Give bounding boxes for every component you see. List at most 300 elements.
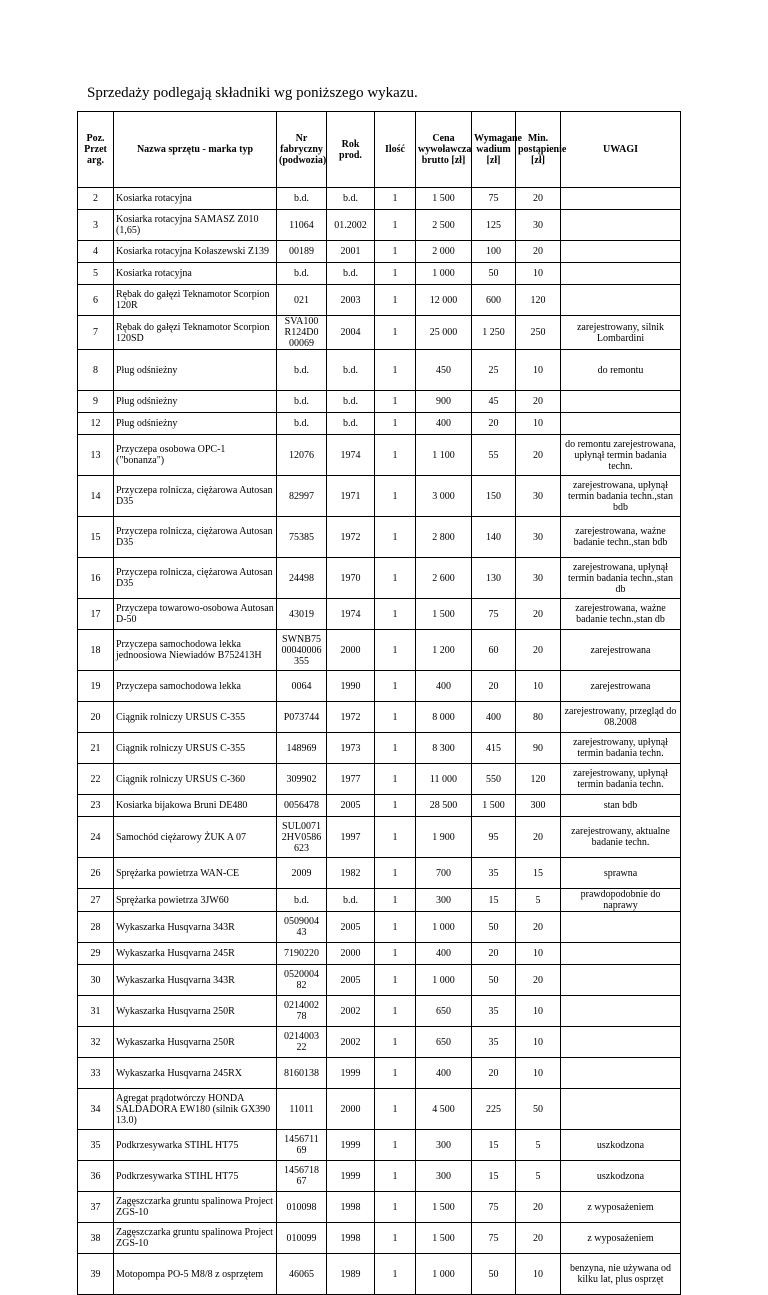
cell-cena: 2 600 [416, 558, 472, 599]
table-row [78, 702, 681, 733]
cell-name: Rębak do gałęzi Teknamotor Scorpion 120SD [114, 316, 277, 350]
cell-uwagi [561, 413, 681, 435]
cell-wadium: 75 [472, 1223, 516, 1254]
cell-ilosc: 1 [375, 965, 416, 996]
cell-rok: 1973 [327, 733, 375, 764]
cell-name: Przyczepa samochodowa lekka jednoosiowa Niewiadów B752413H [114, 630, 277, 671]
cell-poz: 36 [78, 1161, 114, 1192]
cell-cena: 1 500 [416, 1223, 472, 1254]
cell-ilosc: 1 [375, 413, 416, 435]
cell-min: 10 [516, 943, 561, 965]
cell-wadium: 25 [472, 350, 516, 391]
cell-name: Kosiarka rotacyjna Kołaszewski Z139 [114, 241, 277, 263]
cell-poz: 33 [78, 1058, 114, 1089]
table-row [78, 671, 681, 702]
cell-name: Motopompa PO-5 M8/8 z osprzętem [114, 1254, 277, 1295]
cell-rok: 1999 [327, 1058, 375, 1089]
cell-nr: 12076 [277, 435, 327, 476]
table-row [78, 517, 681, 558]
cell-wadium: 225 [472, 1089, 516, 1130]
cell-rok: 1974 [327, 435, 375, 476]
column-header: UWAGI [561, 112, 681, 188]
cell-uwagi: uszkodzona [561, 1130, 681, 1161]
page-heading: Sprzedaży podlegają składniki wg poniższego wykazu. [87, 85, 418, 101]
table-row [78, 241, 681, 263]
table-header-row [78, 112, 681, 188]
cell-wadium: 60 [472, 630, 516, 671]
cell-wadium: 150 [472, 476, 516, 517]
cell-min: 10 [516, 1058, 561, 1089]
cell-wadium: 75 [472, 188, 516, 210]
cell-name: Przyczepa rolnicza, ciężarowa Autosan D35 [114, 558, 277, 599]
column-header: Cena wywoławcza brutto [zł] [416, 112, 472, 188]
column-header: Poz. Przet arg. [78, 112, 114, 188]
cell-wadium: 100 [472, 241, 516, 263]
cell-nr: b.d. [277, 391, 327, 413]
cell-name: Wykaszarka Husqvarna 343R [114, 912, 277, 943]
cell-wadium: 15 [472, 889, 516, 912]
cell-name: Kosiarka rotacyjna [114, 188, 277, 210]
table-row [78, 943, 681, 965]
cell-uwagi [561, 210, 681, 241]
cell-cena: 1 500 [416, 188, 472, 210]
table-row [78, 413, 681, 435]
cell-uwagi: prawdopodobnie do naprawy [561, 889, 681, 912]
cell-min: 20 [516, 188, 561, 210]
cell-min: 10 [516, 671, 561, 702]
cell-poz: 8 [78, 350, 114, 391]
cell-ilosc: 1 [375, 630, 416, 671]
cell-name: Kosiarka rotacyjna SAMASZ Z010 (1,65) [114, 210, 277, 241]
cell-name: Wykaszarka Husqvarna 245R [114, 943, 277, 965]
cell-nr: b.d. [277, 263, 327, 285]
cell-cena: 1 200 [416, 630, 472, 671]
table-row [78, 630, 681, 671]
cell-poz: 4 [78, 241, 114, 263]
cell-ilosc: 1 [375, 435, 416, 476]
cell-nr: 148969 [277, 733, 327, 764]
table-row [78, 285, 681, 316]
cell-uwagi [561, 1089, 681, 1130]
cell-uwagi: zarejestrowany, silnik Lombardini [561, 316, 681, 350]
cell-cena: 650 [416, 1027, 472, 1058]
cell-name: Przyczepa rolnicza, ciężarowa Autosan D35 [114, 476, 277, 517]
cell-poz: 12 [78, 413, 114, 435]
cell-rok: 2000 [327, 943, 375, 965]
cell-nr: P073744 [277, 702, 327, 733]
table-row [78, 1058, 681, 1089]
cell-ilosc: 1 [375, 1254, 416, 1295]
cell-poz: 23 [78, 795, 114, 817]
cell-wadium: 550 [472, 764, 516, 795]
cell-wadium: 75 [472, 1192, 516, 1223]
cell-ilosc: 1 [375, 1161, 416, 1192]
cell-rok: 2002 [327, 1027, 375, 1058]
cell-name: Wykaszarka Husqvarna 343R [114, 965, 277, 996]
cell-nr: 1456718 67 [277, 1161, 327, 1192]
cell-nr: 24498 [277, 558, 327, 599]
cell-cena: 1 000 [416, 912, 472, 943]
cell-name: Podkrzesywarka STIHL HT75 [114, 1130, 277, 1161]
cell-nr: 75385 [277, 517, 327, 558]
cell-uwagi: uszkodzona [561, 1161, 681, 1192]
cell-min: 120 [516, 285, 561, 316]
table-row [78, 316, 681, 350]
cell-name: Przyczepa rolnicza, ciężarowa Autosan D35 [114, 517, 277, 558]
cell-rok: b.d. [327, 350, 375, 391]
cell-nr: 11011 [277, 1089, 327, 1130]
cell-wadium: 95 [472, 817, 516, 858]
cell-poz: 2 [78, 188, 114, 210]
cell-uwagi: do remontu [561, 350, 681, 391]
cell-poz: 18 [78, 630, 114, 671]
table-row [78, 733, 681, 764]
cell-uwagi: zarejestrowana [561, 671, 681, 702]
cell-uwagi [561, 241, 681, 263]
cell-min: 5 [516, 1161, 561, 1192]
cell-name: Rębak do gałęzi Teknamotor Scorpion 120R [114, 285, 277, 316]
table-row [78, 435, 681, 476]
cell-ilosc: 1 [375, 889, 416, 912]
cell-wadium: 20 [472, 413, 516, 435]
cell-poz: 24 [78, 817, 114, 858]
cell-min: 10 [516, 996, 561, 1027]
cell-min: 20 [516, 391, 561, 413]
cell-rok: 1972 [327, 702, 375, 733]
cell-name: Ciągnik rolniczy URSUS C-360 [114, 764, 277, 795]
cell-uwagi: zarejestrowany, upłynął termin badania techn. [561, 733, 681, 764]
cell-name: Zagęszczarka gruntu spalinowa Project ZGS-10 [114, 1223, 277, 1254]
cell-nr: 010099 [277, 1223, 327, 1254]
cell-nr: b.d. [277, 413, 327, 435]
cell-min: 10 [516, 350, 561, 391]
cell-poz: 28 [78, 912, 114, 943]
cell-name: Sprężarka powietrza 3JW60 [114, 889, 277, 912]
cell-min: 30 [516, 558, 561, 599]
cell-cena: 8 000 [416, 702, 472, 733]
cell-poz: 31 [78, 996, 114, 1027]
cell-nr: 0056478 [277, 795, 327, 817]
cell-ilosc: 1 [375, 476, 416, 517]
cell-rok: 2002 [327, 996, 375, 1027]
cell-rok: 1970 [327, 558, 375, 599]
cell-min: 20 [516, 912, 561, 943]
cell-cena: 1 900 [416, 817, 472, 858]
cell-cena: 300 [416, 1161, 472, 1192]
cell-uwagi [561, 1058, 681, 1089]
cell-min: 30 [516, 210, 561, 241]
cell-cena: 1 500 [416, 599, 472, 630]
cell-name: Przyczepa towarowo-osobowa Autosan D-50 [114, 599, 277, 630]
cell-rok: 1999 [327, 1130, 375, 1161]
cell-wadium: 415 [472, 733, 516, 764]
cell-wadium: 35 [472, 1027, 516, 1058]
cell-wadium: 15 [472, 1130, 516, 1161]
cell-min: 15 [516, 858, 561, 889]
cell-cena: 8 300 [416, 733, 472, 764]
cell-ilosc: 1 [375, 241, 416, 263]
cell-min: 10 [516, 1254, 561, 1295]
cell-uwagi: z wyposażeniem [561, 1223, 681, 1254]
cell-wadium: 15 [472, 1161, 516, 1192]
table-row [78, 599, 681, 630]
cell-uwagi: zarejestrowana [561, 630, 681, 671]
cell-uwagi [561, 943, 681, 965]
cell-ilosc: 1 [375, 1089, 416, 1130]
cell-uwagi: sprawna [561, 858, 681, 889]
cell-wadium: 20 [472, 943, 516, 965]
cell-wadium: 50 [472, 965, 516, 996]
cell-uwagi [561, 1027, 681, 1058]
cell-name: Ciągnik rolniczy URSUS C-355 [114, 733, 277, 764]
cell-uwagi: zarejestrowana, ważne badanie techn.,stan bdb [561, 517, 681, 558]
cell-cena: 400 [416, 671, 472, 702]
cell-nr: 309902 [277, 764, 327, 795]
cell-name: Wykaszarka Husqvarna 250R [114, 1027, 277, 1058]
cell-cena: 300 [416, 889, 472, 912]
cell-min: 30 [516, 517, 561, 558]
cell-nr: 1456711 69 [277, 1130, 327, 1161]
cell-nr: 0064 [277, 671, 327, 702]
cell-min: 120 [516, 764, 561, 795]
table-row [78, 996, 681, 1027]
table-row [78, 1161, 681, 1192]
table-row [78, 350, 681, 391]
cell-ilosc: 1 [375, 391, 416, 413]
cell-wadium: 75 [472, 599, 516, 630]
cell-uwagi: zarejestrowany, aktualne badanie techn. [561, 817, 681, 858]
cell-nr: 46065 [277, 1254, 327, 1295]
cell-min: 20 [516, 599, 561, 630]
table-row [78, 889, 681, 912]
cell-rok: 2005 [327, 965, 375, 996]
cell-poz: 21 [78, 733, 114, 764]
cell-rok: 1990 [327, 671, 375, 702]
cell-min: 90 [516, 733, 561, 764]
cell-uwagi: zarejestrowana, upłynął termin badania techn.,stan bdb [561, 476, 681, 517]
cell-name: Samochód ciężarowy ŻUK A 07 [114, 817, 277, 858]
cell-ilosc: 1 [375, 263, 416, 285]
cell-rok: 1982 [327, 858, 375, 889]
cell-uwagi [561, 996, 681, 1027]
cell-wadium: 50 [472, 1254, 516, 1295]
table-row [78, 1223, 681, 1254]
cell-uwagi [561, 965, 681, 996]
cell-name: Sprężarka powietrza WAN-CE [114, 858, 277, 889]
table-row [78, 1130, 681, 1161]
cell-poz: 22 [78, 764, 114, 795]
table-row [78, 817, 681, 858]
cell-rok: 2001 [327, 241, 375, 263]
cell-nr: 010098 [277, 1192, 327, 1223]
table-row [78, 764, 681, 795]
cell-ilosc: 1 [375, 943, 416, 965]
cell-min: 10 [516, 1027, 561, 1058]
cell-uwagi: z wyposażeniem [561, 1192, 681, 1223]
cell-poz: 20 [78, 702, 114, 733]
cell-nr: 0520004 82 [277, 965, 327, 996]
cell-poz: 6 [78, 285, 114, 316]
cell-nr: 021 [277, 285, 327, 316]
cell-ilosc: 1 [375, 912, 416, 943]
cell-nr: 8160138 [277, 1058, 327, 1089]
cell-uwagi [561, 263, 681, 285]
cell-wadium: 55 [472, 435, 516, 476]
cell-wadium: 50 [472, 912, 516, 943]
cell-name: Pług odśnieżny [114, 350, 277, 391]
cell-ilosc: 1 [375, 1058, 416, 1089]
cell-cena: 400 [416, 1058, 472, 1089]
cell-wadium: 140 [472, 517, 516, 558]
cell-min: 5 [516, 1130, 561, 1161]
cell-wadium: 20 [472, 671, 516, 702]
cell-uwagi [561, 912, 681, 943]
cell-nr: 2009 [277, 858, 327, 889]
cell-nr: b.d. [277, 889, 327, 912]
cell-nr: 00189 [277, 241, 327, 263]
cell-nr: 0214002 78 [277, 996, 327, 1027]
cell-poz: 7 [78, 316, 114, 350]
cell-ilosc: 1 [375, 1027, 416, 1058]
cell-ilosc: 1 [375, 996, 416, 1027]
cell-cena: 400 [416, 413, 472, 435]
cell-poz: 29 [78, 943, 114, 965]
cell-cena: 450 [416, 350, 472, 391]
cell-cena: 2 500 [416, 210, 472, 241]
cell-nr: 7190220 [277, 943, 327, 965]
cell-poz: 39 [78, 1254, 114, 1295]
cell-ilosc: 1 [375, 764, 416, 795]
cell-rok: b.d. [327, 188, 375, 210]
cell-poz: 30 [78, 965, 114, 996]
cell-min: 10 [516, 413, 561, 435]
cell-rok: b.d. [327, 391, 375, 413]
cell-rok: 1972 [327, 517, 375, 558]
cell-name: Wykaszarka Husqvarna 245RX [114, 1058, 277, 1089]
cell-name: Ciągnik rolniczy URSUS C-355 [114, 702, 277, 733]
cell-min: 20 [516, 965, 561, 996]
column-header: Ilość [375, 112, 416, 188]
cell-uwagi [561, 285, 681, 316]
table-row [78, 210, 681, 241]
cell-poz: 27 [78, 889, 114, 912]
cell-wadium: 130 [472, 558, 516, 599]
table-row [78, 558, 681, 599]
column-header: Nazwa sprzętu - marka typ [114, 112, 277, 188]
cell-poz: 13 [78, 435, 114, 476]
cell-ilosc: 1 [375, 1130, 416, 1161]
cell-rok: 2004 [327, 316, 375, 350]
cell-wadium: 600 [472, 285, 516, 316]
cell-poz: 34 [78, 1089, 114, 1130]
cell-min: 5 [516, 889, 561, 912]
cell-cena: 3 000 [416, 476, 472, 517]
cell-cena: 900 [416, 391, 472, 413]
cell-poz: 19 [78, 671, 114, 702]
cell-poz: 26 [78, 858, 114, 889]
cell-rok: b.d. [327, 263, 375, 285]
cell-ilosc: 1 [375, 350, 416, 391]
table-row [78, 1027, 681, 1058]
cell-wadium: 125 [472, 210, 516, 241]
cell-poz: 3 [78, 210, 114, 241]
cell-ilosc: 1 [375, 733, 416, 764]
cell-min: 80 [516, 702, 561, 733]
cell-min: 300 [516, 795, 561, 817]
cell-ilosc: 1 [375, 702, 416, 733]
cell-rok: 2000 [327, 1089, 375, 1130]
cell-rok: 1999 [327, 1161, 375, 1192]
cell-rok: b.d. [327, 413, 375, 435]
cell-rok: 2005 [327, 912, 375, 943]
cell-wadium: 45 [472, 391, 516, 413]
cell-ilosc: 1 [375, 210, 416, 241]
cell-name: Podkrzesywarka STIHL HT75 [114, 1161, 277, 1192]
cell-name: Kosiarka bijakowa Bruni DE480 [114, 795, 277, 817]
table-row [78, 1192, 681, 1223]
cell-ilosc: 1 [375, 671, 416, 702]
table-row [78, 1089, 681, 1130]
cell-rok: 1998 [327, 1192, 375, 1223]
column-header: Wymagane wadium [zł] [472, 112, 516, 188]
cell-name: Przyczepa samochodowa lekka [114, 671, 277, 702]
cell-poz: 16 [78, 558, 114, 599]
cell-rok: 1997 [327, 817, 375, 858]
cell-name: Pług odśnieżny [114, 391, 277, 413]
cell-name: Pług odśnieżny [114, 413, 277, 435]
cell-nr: b.d. [277, 188, 327, 210]
cell-rok: b.d. [327, 889, 375, 912]
cell-wadium: 20 [472, 1058, 516, 1089]
cell-nr: 0214003 22 [277, 1027, 327, 1058]
cell-wadium: 35 [472, 858, 516, 889]
cell-poz: 15 [78, 517, 114, 558]
cell-cena: 1 000 [416, 263, 472, 285]
cell-nr: 11064 [277, 210, 327, 241]
equipment-table [77, 111, 681, 1295]
cell-wadium: 400 [472, 702, 516, 733]
cell-nr: 43019 [277, 599, 327, 630]
cell-cena: 1 000 [416, 965, 472, 996]
cell-nr: 0509004 43 [277, 912, 327, 943]
cell-cena: 1 500 [416, 1192, 472, 1223]
cell-nr: b.d. [277, 350, 327, 391]
cell-poz: 5 [78, 263, 114, 285]
cell-rok: 01.2002 [327, 210, 375, 241]
cell-rok: 1974 [327, 599, 375, 630]
column-header: Rok prod. [327, 112, 375, 188]
cell-cena: 1 100 [416, 435, 472, 476]
cell-rok: 1971 [327, 476, 375, 517]
cell-cena: 650 [416, 996, 472, 1027]
cell-poz: 32 [78, 1027, 114, 1058]
cell-name: Agregat prądotwórczy HONDA SALDADORA EW180 (silnik GX390 13.0) [114, 1089, 277, 1130]
cell-ilosc: 1 [375, 795, 416, 817]
cell-cena: 700 [416, 858, 472, 889]
cell-cena: 1 000 [416, 1254, 472, 1295]
table-row [78, 795, 681, 817]
cell-ilosc: 1 [375, 599, 416, 630]
cell-ilosc: 1 [375, 1192, 416, 1223]
cell-ilosc: 1 [375, 1223, 416, 1254]
cell-wadium: 50 [472, 263, 516, 285]
cell-min: 30 [516, 476, 561, 517]
cell-uwagi: zarejestrowana, upłynął termin badania techn.,stan db [561, 558, 681, 599]
cell-rok: 1977 [327, 764, 375, 795]
cell-cena: 11 000 [416, 764, 472, 795]
column-header: Min. postąpienie [zł] [516, 112, 561, 188]
cell-ilosc: 1 [375, 316, 416, 350]
